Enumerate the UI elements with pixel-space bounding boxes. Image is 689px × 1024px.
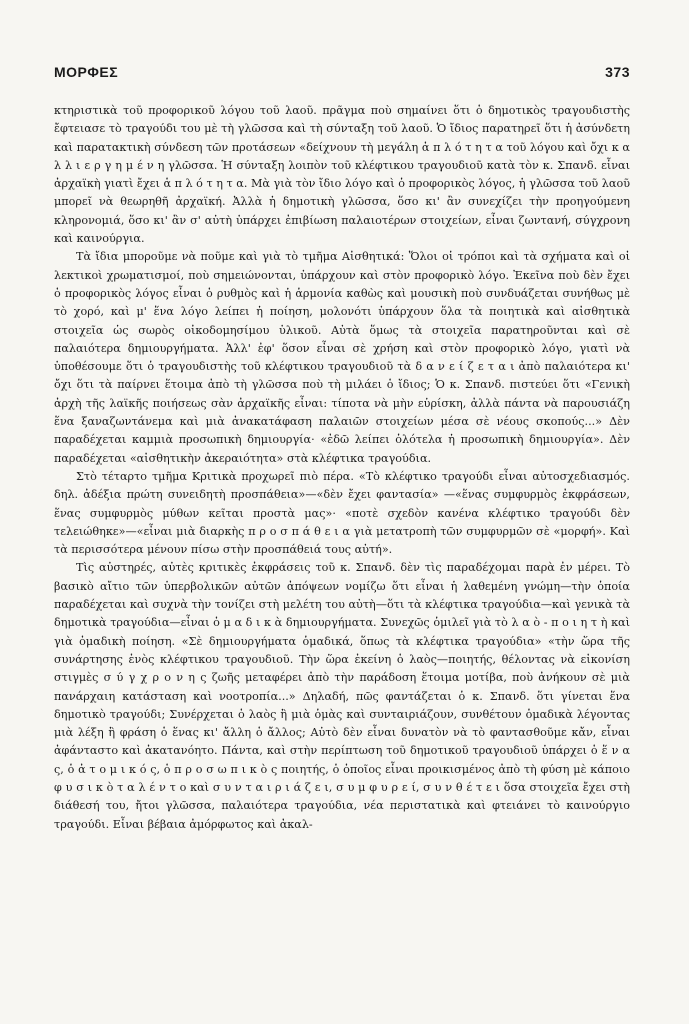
running-header [54, 64, 630, 80]
paragraph-4: Τὶς αὐστηρές, αὐτὲς κριτικὲς ἐκφράσεις τοῦ κ. Σπανδ. δὲν τὶς παραδέχομαι παρὰ ἐν μέρει. Τὸ βασικὸ αἴτιο τῶν ὑπερβολικῶν αὐτῶν ἀπόψεων νομίζω ὅτι εἶναι ἡ λαθεμένη γνώμη—τὴν ὁποία παραδέχεται καὶ συχνὰ τὴν τονίζει στὴ μελέτη του αὐτὴ—ὅτι τὰ κλέφτικα τραγούδια—καὶ γενικὰ τὰ δημοτικὰ τραγούδια—εἶναι ὁ μ α δ ι κ ὰ δημιουργήματα. Συνεχῶς ὁμιλεῖ γιὰ τὸ λ α ὸ - π ο ι η τ ὴ καὶ γιὰ ὁμαδικὴ ποίηση. «Σὲ δημιουργήματα ὁμαδικά, ὅπως τὰ κλέφτικα τραγούδια» «τὴν ὥρα τῆς συνάρτησης ἑνὸς κλέφτικου τραγουδιοῦ. Τὴν ὥρα ἐκείνη ὁ λαὸς—ποιητής, θέλοντας νὰ εἰκονίση στιγμὲς σ ύ γ χ ρ ο ν η ς ζωῆς μεταφέρει ἀπὸ τὴν παράδοση ἕτοιμα μοτίβα, ποὺ ἀνήκουν σὲ μιὰ πανάρχαιη κατάσταση καὶ νοοτροπία...» Δηλαδή, πῶς φαντάζεται ὁ κ. Σπανδ. ὅτι γίνεται ἕνα δημοτικὸ τραγούδι; Συνέρχεται ὁ λαὸς ἢ μιὰ ὁμὰς καὶ συνταιριάζουν, συνθέτουν ὁμαδικὰ λέγοντας μιὰ λέξη ἢ φράση ὁ ἕνας κι' ἄλλη ὁ ἄλλος; Αὐτὸ δὲν εἶναι δυνατὸν νὰ τὸ φαντασθοῦμε κἄν, εἶναι ἀφάνταστο καὶ ἀκατανόητο. Πάντα, καὶ στὴν περίπτωση τοῦ δημοτικοῦ τραγουδιοῦ ὑπάρχει ὁ ἕ ν α ς, ὁ ἀ τ ο μ ι κ ό ς, ὁ π ρ ο σ ω π ι κ ὸ ς ποιητής, ὁ ὁποῖος εἶναι προικισμένος ἀπὸ τὴ φύση μὲ κάποιο φ υ σ ι κ ὸ τ α λ έ ν τ ο καὶ σ υ ν τ α ι ρ ι ά ζ ε ι, σ υ μ φ υ ρ ε ί, σ υ ν θ έ τ ε ι ὅσα στοιχεῖα ἔχει στὴ διάθεσή του, ἤτοι γλῶσσα, παλαιότερα τραγούδια, νέα περιστατικὰ καὶ φτειάνει τὸ καινούργιο τραγούδι. Εἶναι βέβαια ἀμόρφωτος καὶ ἀκαλ- [54, 561, 630, 831]
paragraph-3: Στὸ τέταρτο τμῆμα Κριτικὰ προχωρεῖ πιὸ πέρα. «Τὸ κλέφτικο τραγούδι εἶναι αὐτοσχεδιασμός. δηλ. ἀδέξια πρώτη συνειδητὴ προσπάθεια»—«δὲν ἔχει φαντασία» —«ἕνας συμφυρμὸς ἐκφράσεων, ἕνας συμφυρμὸς μύθων κεῖται προστὰ μας»· «ποτὲ σχεδὸν κανένα κλέφτικο τραγούδι δὲν τελειώθηκε»—«εἶναι μιὰ διαρκὴς π ρ ο σ π ά θ ε ι α γιὰ μετατροπὴ τῶν συμφυρμῶν σὲ «μορφή». Καὶ τὰ περισσότερα μένουν πίσω στὴν προσπάθειά τους αὐτή». [54, 469, 630, 557]
page [54, 64, 630, 834]
page-number: 373 [605, 64, 630, 80]
body-text [54, 102, 630, 834]
journal-title: ΜΟΡΦΕΣ [54, 64, 119, 80]
paragraph-1: κτηριστικὰ τοῦ προφορικοῦ λόγου τοῦ λαοῦ. πρᾶγμα ποὺ σημαίνει ὅτι ὁ δημοτικὸς τραγουδιστὴς ἔφτειασε τὸ τραγούδι του μὲ τὴ γλῶσσα καὶ τὴ σύνταξη τοῦ λαοῦ. Ὁ ἴδιος παρατηρεῖ ὅτι ἡ ἀσύνδετη καὶ παρατακτικὴ σύνδεση τῶν προτάσεων «δείχνουν τὴ μεγάλη ἁ π λ ό τ η τ α τοῦ λόγου καὶ ὄχι κ α λ λ ι ε ρ γ η μ έ ν η γλῶσσα. Ἡ σύνταξη λοιπὸν τοῦ κλέφτικου τραγουδιοῦ κατὰ τὸν κ. Σπανδ. εἶναι ἀρχαϊκὴ γιατὶ ἔχει ἁ π λ ό τ η τ α. Μὰ γιὰ τὸν ἴδιο λόγο καὶ ὁ προφορικὸς λόγος, ἡ γλῶσσα τοῦ λαοῦ μπορεῖ νὰ θεωρηθῆ ἀρχαϊκή. Ἀλλὰ ἡ δημοτικὴ γλῶσσα, ὅσο κι' ἂν συνεχίζει τὴν προηγούμενη κληρονομιά, ὅσο κι' ἂν σ' αὐτὴ ὑπάρχει ἐπιβίωση παλαιοτέρων στοιχείων, εἶναι ζωντανή, σύγχρονη καὶ καινούργια. [54, 104, 630, 246]
paragraph-2: Τὰ ἴδια μποροῦμε νὰ ποῦμε καὶ γιὰ τὸ τμῆμα Αἰσθητικά: Ὅλοι οἱ τρόποι καὶ τὰ σχήματα καὶ οἱ λεκτικοὶ χρωματισμοί, ποὺ σημειώνονται, ὑπάρχουν καὶ στὸν προφορικὸ λόγο. Ἐκεῖνα ποὺ δὲν ἔχει ὁ προφορικὸς λόγος εἶναι ὁ ρυθμὸς καὶ ἡ ἁρμονία καθὼς καὶ μουσικὴ ποὺ συνδυάζεται συνήθως μὲ τὸ χορό, καὶ μ' ἕνα λόγο λείπει ἡ ποίηση, μολονότι ὑπάρχουν ὅλα τὰ ποιητικὰ καὶ αἰσθητικὰ στοιχεῖα ὡς σωρὸς οἰκοδομησίμου ὑλικοῦ. Αὐτὰ ὅμως τὰ στοιχεῖα παρατηροῦνται καὶ σὲ παλαιότερα δημιουργήματα. Ἀλλ' ἐφ' ὅσον εἶναι σὲ χρήση καὶ στὸν προφορικὸ λόγο, γιατὶ νὰ ὑποθέσουμε ὅτι ὁ τραγουδιστὴς τοῦ κλέφτικου τραγουδιοῦ τὰ δ α ν ε ί ζ ε τ α ι ἀπὸ παλαιότερα κι' ὄχι ὅτι τὰ παίρνει ἕτοιμα ἀπὸ τὴ γλῶσσα ποὺ τὴ μιλάει ὁ ἴδιος; Ὁ κ. Σπανδ. πιστεύει ὅτι «Γενικὴ ἀρχὴ τῆς λαϊκῆς ποιήσεως σὰν ἀρχαϊκῆς εἶναι: τίποτα νὰ μὴν εὑρίσκη, ἀλλὰ πάντα νὰ παρουσιάζη ἕνα ξαναζωντάνεμα καὶ μιὰ ἀνακατάφαση παλαιῶν στοιχείων μέσα σὲ νέους σκοπούς...» Δὲν παραδέχεται καμμιὰ προσωπικὴ δημιουργία· «ἐδῶ λείπει ὁλότελα ἡ προσωπικὴ δημιουργία». Δὲν παραδέχεται «αἰσθητικὴν ἀκεραιότητα» στὰ κλέφτικα τραγούδια. [54, 250, 630, 465]
